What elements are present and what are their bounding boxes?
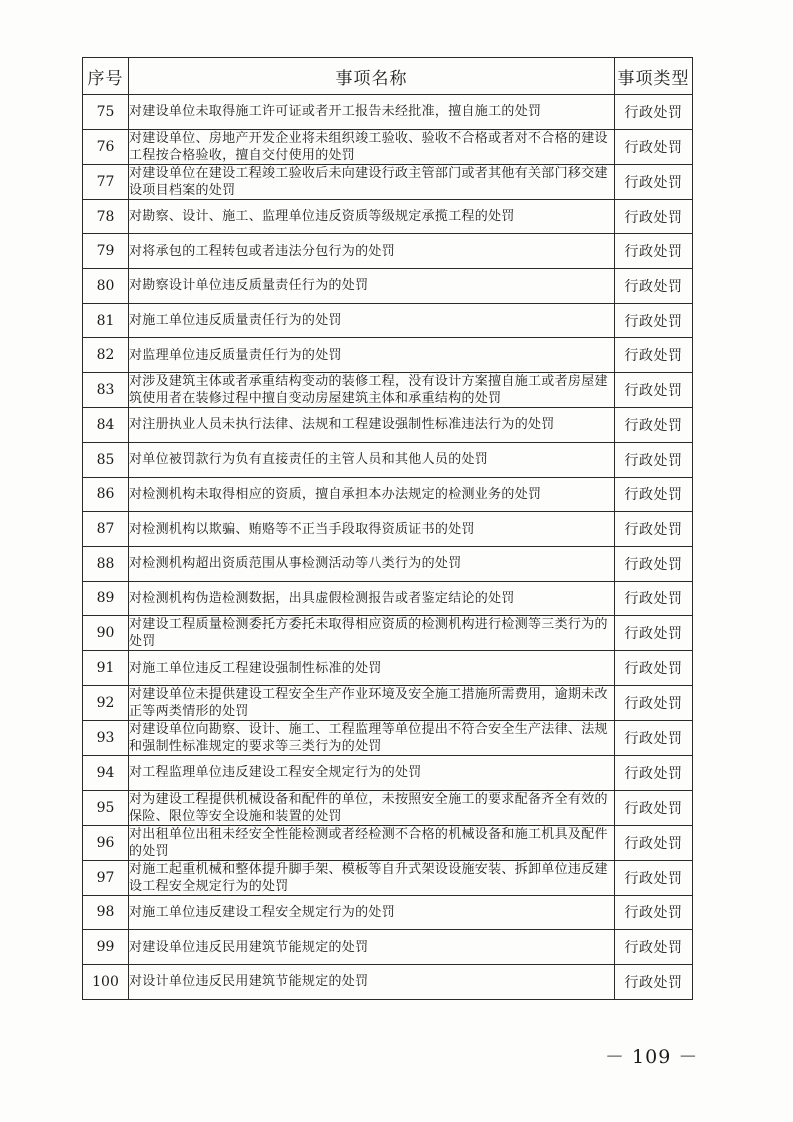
row-number: 93 [83,720,129,755]
row-item-type: 行政处罚 [615,860,693,895]
row-item-type: 行政处罚 [615,95,693,130]
table-row [83,965,693,1000]
row-item-type: 行政处罚 [615,338,693,373]
row-item-name: 对检测机构伪造检测数据，出具虚假检测报告或者鉴定结论的处罚 [129,581,615,616]
row-item-type: 行政处罚 [615,477,693,512]
row-number: 89 [83,581,129,616]
row-item-type: 行政处罚 [615,442,693,477]
row-item-type: 行政处罚 [615,720,693,755]
header-name: 事项名称 [129,58,615,95]
table-row [83,129,693,164]
row-item-name: 对建设单位未提供建设工程安全生产作业环境及安全施工措施所需费用，逾期未改正等两类情形的处罚 [129,685,615,720]
table-row [83,338,693,373]
row-item-type: 行政处罚 [615,685,693,720]
header-type: 事项类型 [615,58,693,95]
row-item-type: 行政处罚 [615,164,693,199]
row-number: 83 [83,373,129,408]
row-item-type: 行政处罚 [615,546,693,581]
row-item-name: 对建设单位违反民用建筑节能规定的处罚 [129,930,615,965]
table-row [83,408,693,443]
table-row [83,442,693,477]
row-number: 82 [83,338,129,373]
row-item-type: 行政处罚 [615,129,693,164]
row-item-name: 对检测机构超出资质范围从事检测活动等八类行为的处罚 [129,546,615,581]
table-row [83,477,693,512]
row-number: 88 [83,546,129,581]
row-item-type: 行政处罚 [615,408,693,443]
row-item-type: 行政处罚 [615,755,693,790]
table-row [83,581,693,616]
table-row [83,164,693,199]
row-number: 79 [83,234,129,269]
row-item-name: 对检测机构以欺骗、贿赂等不正当手段取得资质证书的处罚 [129,512,615,547]
row-item-name: 对施工起重机械和整体提升脚手架、模板等自升式架设设施安装、拆卸单位违反建设工程安全规定行为的处罚 [129,860,615,895]
row-item-name: 对建设单位在建设工程竣工验收后未向建设行政主管部门或者其他有关部门移交建设项目档案的处罚 [129,164,615,199]
table-row [83,269,693,304]
row-number: 94 [83,755,129,790]
table-row [83,651,693,686]
table-row [83,546,693,581]
row-number: 80 [83,269,129,304]
row-item-type: 行政处罚 [615,269,693,304]
row-item-name: 对工程监理单位违反建设工程安全规定行为的处罚 [129,755,615,790]
page-number: － 109 － [605,1046,699,1068]
row-number: 75 [83,95,129,130]
row-number: 85 [83,442,129,477]
row-item-name: 对出租单位出租未经安全性能检测或者经检测不合格的机械设备和施工机具及配件的处罚 [129,825,615,860]
row-item-type: 行政处罚 [615,512,693,547]
row-number: 77 [83,164,129,199]
header-num: 序号 [83,58,129,95]
row-item-name: 对监理单位违反质量责任行为的处罚 [129,338,615,373]
table-row [83,790,693,825]
row-number: 100 [83,965,129,1000]
row-number: 84 [83,408,129,443]
row-item-type: 行政处罚 [615,373,693,408]
row-number: 87 [83,512,129,547]
row-item-type: 行政处罚 [615,616,693,651]
table-row [83,199,693,234]
row-item-type: 行政处罚 [615,581,693,616]
row-number: 90 [83,616,129,651]
row-number: 92 [83,685,129,720]
row-item-type: 行政处罚 [615,825,693,860]
row-item-type: 行政处罚 [615,790,693,825]
row-number: 95 [83,790,129,825]
row-item-name: 对勘察设计单位违反质量责任行为的处罚 [129,269,615,304]
row-item-name: 对涉及建筑主体或者承重结构变动的装修工程，没有设计方案擅自施工或者房屋建筑使用者在装修过程中擅自变动房屋建筑主体和承重结构的处罚 [129,373,615,408]
table-row [83,616,693,651]
row-item-name: 对建设单位向勘察、设计、施工、工程监理等单位提出不符合安全生产法律、法规和强制性标准规定的要求等三类行为的处罚 [129,720,615,755]
table-row [83,303,693,338]
row-item-name: 对施工单位违反工程建设强制性标准的处罚 [129,651,615,686]
row-number: 98 [83,895,129,930]
row-item-type: 行政处罚 [615,930,693,965]
table-row [83,755,693,790]
row-item-type: 行政处罚 [615,965,693,1000]
row-number: 78 [83,199,129,234]
items-table [82,57,693,1000]
table-row [83,825,693,860]
row-number: 91 [83,651,129,686]
row-item-name: 对检测机构未取得相应的资质，擅自承担本办法规定的检测业务的处罚 [129,477,615,512]
row-number: 97 [83,860,129,895]
table-row [83,234,693,269]
row-item-name: 对施工单位违反质量责任行为的处罚 [129,303,615,338]
row-item-name: 对勘察、设计、施工、监理单位违反资质等级规定承揽工程的处罚 [129,199,615,234]
table-row [83,930,693,965]
table-row [83,95,693,130]
row-item-name: 对建设工程质量检测委托方委托未取得相应资质的检测机构进行检测等三类行为的处罚 [129,616,615,651]
row-item-name: 对建设单位、房地产开发企业将未组织竣工验收、验收不合格或者对不合格的建设工程按合格验收，擅自交付使用的处罚 [129,129,615,164]
row-item-type: 行政处罚 [615,234,693,269]
row-item-name: 对为建设工程提供机械设备和配件的单位，未按照安全施工的要求配备齐全有效的保险、限位等安全设施和装置的处罚 [129,790,615,825]
row-item-type: 行政处罚 [615,895,693,930]
table-row [83,685,693,720]
row-item-name: 对将承包的工程转包或者违法分包行为的处罚 [129,234,615,269]
row-item-name: 对建设单位未取得施工许可证或者开工报告未经批准，擅自施工的处罚 [129,95,615,130]
row-item-name: 对施工单位违反建设工程安全规定行为的处罚 [129,895,615,930]
row-item-type: 行政处罚 [615,199,693,234]
row-item-name: 对单位被罚款行为负有直接责任的主管人员和其他人员的处罚 [129,442,615,477]
row-item-name: 对注册执业人员未执行法律、法规和工程建设强制性标准违法行为的处罚 [129,408,615,443]
row-number: 96 [83,825,129,860]
row-item-type: 行政处罚 [615,303,693,338]
row-number: 86 [83,477,129,512]
table-row [83,720,693,755]
table-header-row [83,58,693,95]
table-row [83,373,693,408]
row-number: 76 [83,129,129,164]
table-row [83,860,693,895]
row-item-type: 行政处罚 [615,651,693,686]
table-row [83,895,693,930]
table-row [83,512,693,547]
row-item-name: 对设计单位违反民用建筑节能规定的处罚 [129,965,615,1000]
row-number: 99 [83,930,129,965]
row-number: 81 [83,303,129,338]
